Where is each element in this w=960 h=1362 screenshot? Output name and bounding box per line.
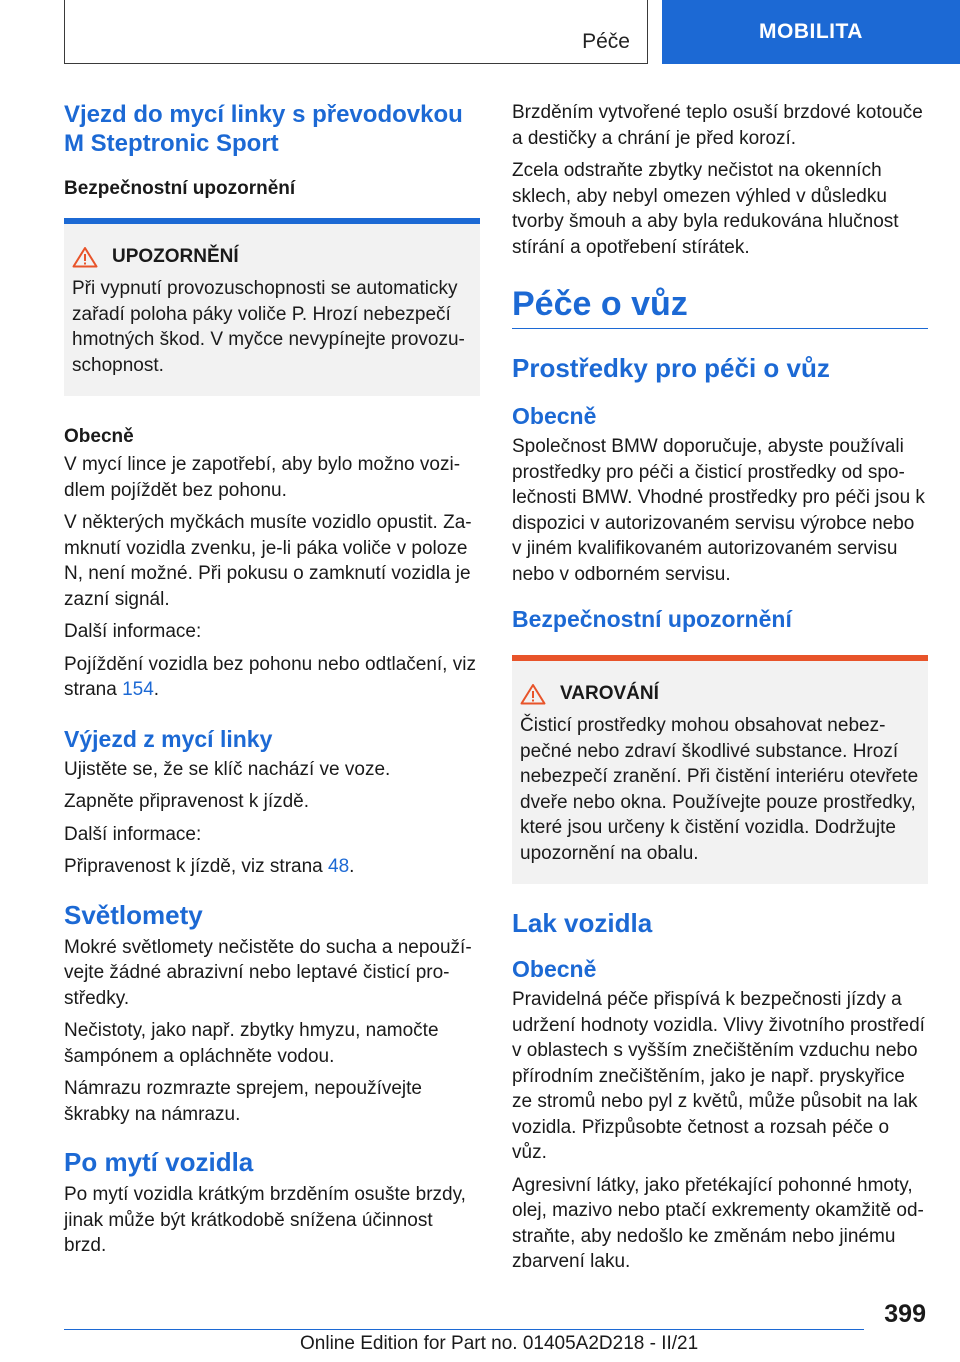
warning-triangle-icon <box>520 683 546 705</box>
paragraph-text: Připravenost k jízdě, viz strana <box>64 856 328 877</box>
heading-care-products: Prostředky pro péči o vůz <box>512 353 830 383</box>
footer-divider <box>64 1329 864 1330</box>
paragraph: Mokré světlomety nečistěte do sucha a nepoužívejte žádné abrazivní nebo leptavé čisticí prostředky. <box>64 936 472 1009</box>
heading-paint: Lak vozidla <box>512 908 653 938</box>
paragraph-with-link: Pojíždění vozidla bez pohonu nebo odtlačení, viz strana 154. <box>64 653 476 700</box>
paragraph: Zapněte připravenost k jízdě. <box>64 791 310 812</box>
warning-triangle-icon <box>72 246 98 268</box>
paragraph-with-link: Připravenost k jízdě, viz strana 48. <box>64 856 355 877</box>
heading-safety-notes: Bezpečnostní upozornění <box>512 606 792 632</box>
paragraph: V mycí lince je zapotřebí, aby bylo možno vozidlem pojíždět bez pohonu. <box>64 454 461 501</box>
paragraph: V některých myčkách musíte vozidlo opustit. Zamknutí vozidla zvenku, je-li páka voliče v poloze N, není možné. Při pokusu o zamknutí vozidla je zazní signál. <box>64 512 472 610</box>
paragraph: Námrazu rozmrazte sprejem, nepoužívejte škrabky na námrazu. <box>64 1078 422 1125</box>
warning-notice-text: Při vypnutí provozuschopnosti se automaticky zařadí poloha páky voliče P. Hrozí nebezpečí hmotných škod. V myčce nevypínejte provozuschopnost. <box>72 278 465 376</box>
warning-notice-header <box>72 246 472 268</box>
paragraph: Agresivní látky, jako přetékající pohonné hmoty, olej, mazivo nebo ptačí exkrementy okamžitě odstraňte, aby nedošlo ke změnám nebo jinému zbarvení laku. <box>512 1174 924 1272</box>
paragraph: Pravidelná péče přispívá k bezpečnosti jízdy a udržení hodnoty vozidla. Vlivy životního prostředí v oblastech s vyšším znečištěním vzduchu nebo přírodním znečištěním, jako je např. pryskyřice ze stromů nebo pyl z květů, může působit na lak vozidla. Přizpůsobte četnost a rozsah péče o vůz. <box>512 989 925 1163</box>
paragraph: Brzděním vytvořené teplo osuší brzdové kotouče a destičky a chrání je před korozí. <box>512 102 923 149</box>
left-column <box>64 100 480 1266</box>
header-tab-mobilita[interactable] <box>662 0 960 64</box>
paragraph: Ujistěte se, že se klíč nachází ve voze. <box>64 758 391 780</box>
page-number: 399 <box>884 1300 926 1328</box>
heading-headlights: Světlomety <box>64 899 203 930</box>
heading-general: Obecně <box>512 403 597 429</box>
page-link-48[interactable]: 48 <box>328 856 350 877</box>
paragraph: Zcela odstraňte zbytky nečistot na okenních sklech, aby nebyl omezen výhled v důsledku tvorby šmouh a aby byla redukována hlučnost stírání a opotřebení stírátek. <box>512 160 899 258</box>
danger-notice-header <box>520 683 920 705</box>
paragraph: Společnost BMW doporučuje, abyste používali prostředky pro péči a čisticí prostředky od společnosti BMW. Vhodné prostředky pro péči jsou k dispozici v autorizovaném servisu výrobce nebo v jiném kvalifikovaném autorizovaném servisu nebo v odborném servisu. <box>512 436 925 585</box>
warning-notice-label: UPOZORNĚNÍ <box>112 246 239 267</box>
warning-notice <box>64 218 480 396</box>
heading-exit-car-wash: Výjezd z mycí linky <box>64 725 273 752</box>
heading-after-washing: Po mytí vozidla <box>64 1147 254 1177</box>
heading-car-care: Péče o vůz <box>512 285 688 323</box>
heading-general: Obecně <box>512 956 597 982</box>
header-box <box>64 0 648 64</box>
danger-notice-text: Čisticí prostředky mohou obsahovat nebezpečné nebo zdraví škodlivé substance. Hrozí nebezpečí zranění. Při čistění interiéru otevřete dveře nebo okna. Používejte pouze prostředky, které jsou určeny k čistění vozidla. Dodržujte upozornění na obalu. <box>520 715 919 864</box>
page-link-154[interactable]: 154 <box>122 679 154 700</box>
footer-edition: Online Edition for Part no. 01405A2D218 - II/21 <box>300 1333 699 1354</box>
heading-general: Obecně <box>64 426 134 447</box>
paragraph: Další informace: <box>64 823 202 845</box>
header-section-title: Péče <box>582 30 630 53</box>
paragraph: Po mytí vozidla krátkým brzděním osušte brzdy, jinak může být krátkodobě snížena účinnost brzd. <box>64 1184 466 1256</box>
paragraph-text: Pojíždění vozidla bez pohonu nebo odtlačení, viz strana <box>64 653 476 700</box>
paragraph: Nečistoty, jako např. zbytky hmyzu, namočte šampónem a opláchněte vodou. <box>64 1020 439 1067</box>
right-column <box>512 100 928 1282</box>
paragraph: Další informace: <box>64 621 202 642</box>
header-tab-label: MOBILITA <box>759 20 863 43</box>
heading-car-care-wrapper <box>512 284 928 329</box>
danger-notice <box>512 655 928 884</box>
danger-notice-label: VAROVÁNÍ <box>560 683 659 704</box>
section-title-car-wash-steptronic: Vjezd do mycí linky s převodovkou M Steptronic Sport <box>64 101 463 157</box>
heading-safety-notes: Bezpečnostní upozornění <box>64 178 296 199</box>
